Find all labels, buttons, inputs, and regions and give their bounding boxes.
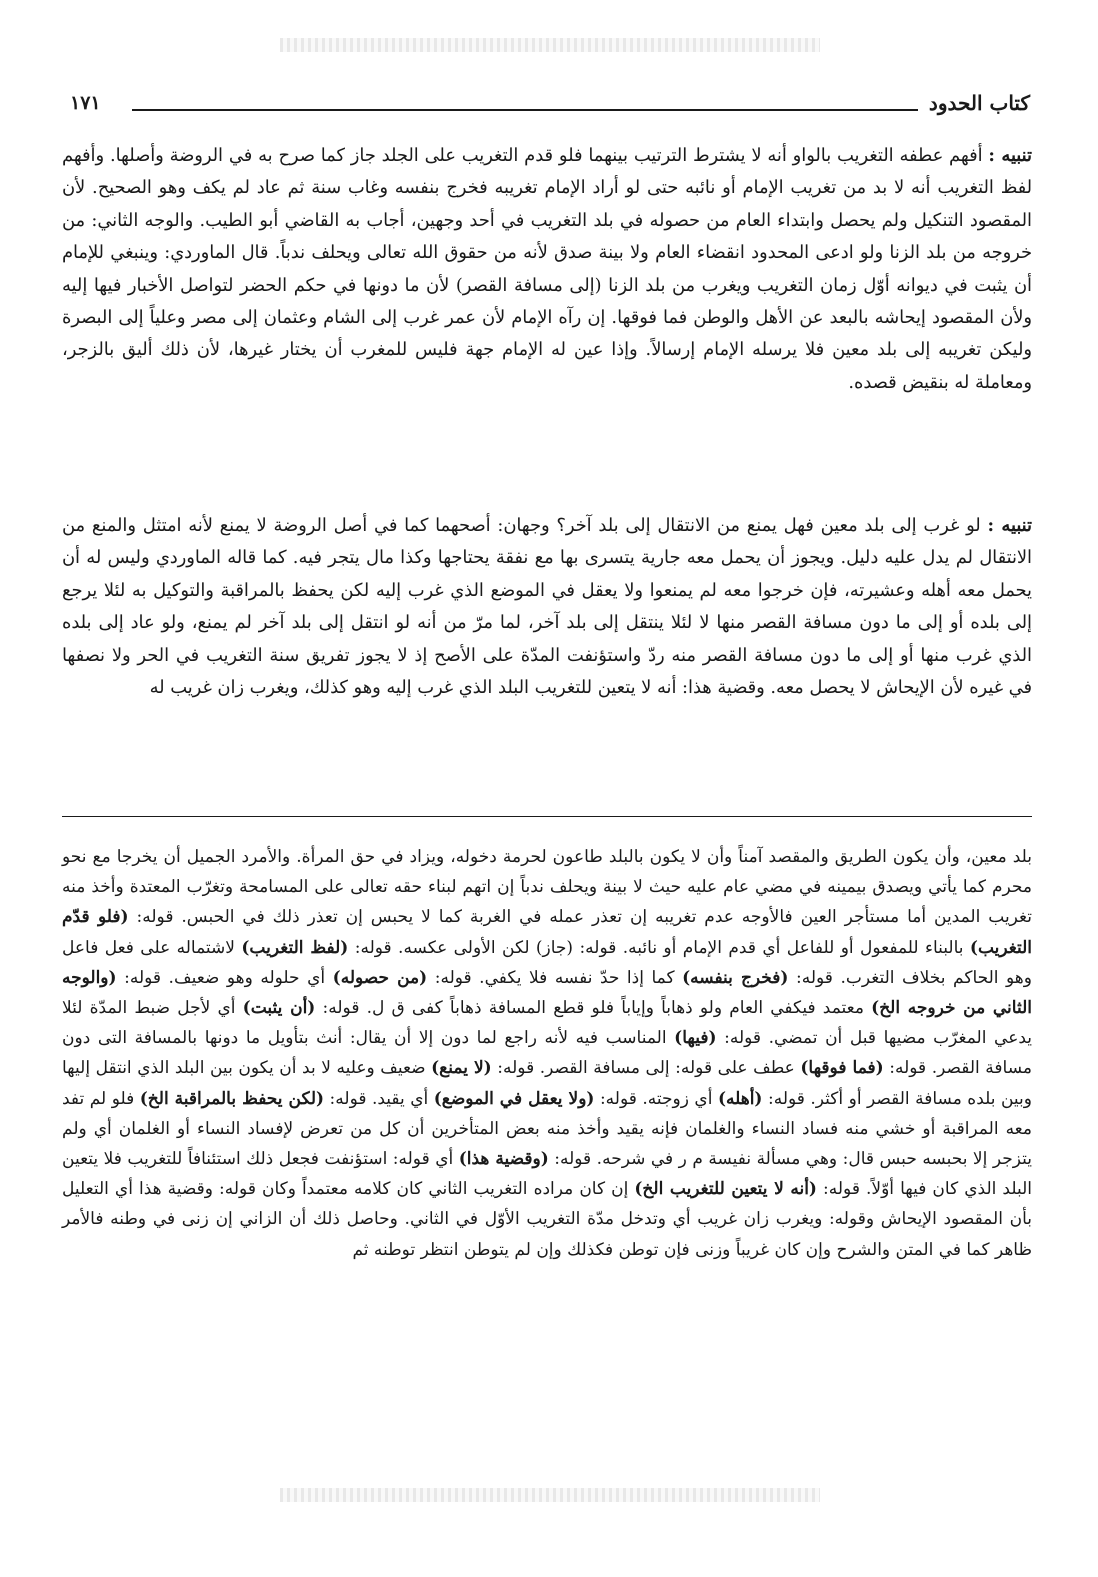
note-text: أي يقيد. قوله: xyxy=(324,1088,434,1109)
note-text: المناسب فيه لأنه راجع لما دون إلا أن يقال: أنث بتأويل ما دونها بالمسافة التى دون مسافة القصر. قوله: xyxy=(62,1028,1032,1079)
note-quote: (لا يمنع) xyxy=(431,1058,492,1079)
note-text: معتمد فيكفي العام ولو ذهاباً وإياباً فلو قطع المسافة ذهاباً كفى ق ل. قوله: xyxy=(315,998,872,1019)
paragraph-label: تنبيه : xyxy=(987,515,1032,536)
scan-artifact-bottom xyxy=(280,1488,820,1502)
note-text: أي حلوله وهو ضعيف. قوله: xyxy=(116,967,333,988)
main-paragraph-2 xyxy=(62,510,1032,704)
note-quote: (فيها) xyxy=(674,1028,717,1049)
note-quote: (أن يثبت) xyxy=(242,998,316,1019)
paragraph-text: أفهم عطفه التغريب بالواو أنه لا يشترط الترتيب بينهما فلو قدم التغريب على الجلد جاز كما صرح به في الروضة وأصلها. وأفهم لفظ التغريب أنه لا بد من تغريب الإمام أو نائبه حتى لو أراد الإمام تغريبه فخرج بنفسه وغاب سنة ثم عاد لم يكف وهو الصحيح. لأن المقصود التنكيل ولم يحصل وابتداء العام من حصوله في بلد التغريب في أحد وجهين، أجاب به القاضي أبو الطيب. والوجه الثاني: من خروجه من بلد الزنا ولو ادعى المحدود انقضاء العام ولا بينة صدق لأنه من حقوق الله تعالى ويحلف ندباً. قال الماوردي: وينبغي للإمام أن يثبت في ديوانه أوّل زمان التغريب ويغرب من بلد الزنا (إلى مسافة القصر) لأن ما دونها في حكم الحضر لتواصل الأخبار فيها إليه ولأن المقصود إيحاشه بالبعد عن الأهل والوطن فما فوقها. إن رآه الإمام لأن عمر غرب إلى الشام وعثمان إلى مصر وعلياً إلى البصرة وليكن تغريبه إلى بلد معين فلا يرسله الإمام إرسالاً. وإذا عين له الإمام جهة فليس للمغرب أن يختار غيرها، لأن ذلك أليق بالزجر، ومعاملة له بنقيض قصده. xyxy=(62,145,1032,393)
note-quote: (أنه لا يتعين للتغريب الخ) xyxy=(634,1179,817,1200)
footnotes-commentary xyxy=(62,842,1032,1265)
main-paragraph-1 xyxy=(62,140,1032,399)
note-text: كما إذا حدّ نفسه فلا يكفي. قوله: xyxy=(427,967,683,988)
note-text: عطف على قوله: إلى مسافة القصر. قوله: xyxy=(491,1058,801,1079)
note-text: أي قوله: استؤنفت فجعل ذلك استئنافاً للتغريب فلا يتعين البلد الذي كان فيها أوّلاً. قوله: xyxy=(62,1149,1032,1200)
paragraph-text: لو غرب إلى بلد معين فهل يمنع من الانتقال إلى بلد آخر؟ وجهان: أصحهما كما في أصل الروضة لا يمنع لأنه امتثل والمنع من الانتقال لم يدل عليه دليل. ويجوز أن يحمل معه جارية يتسرى بها مع نفقة يحتاجها وكذا مال يتجر فيه. كما قاله الماوردي وليس له أن يحمل معه أهله وعشيرته، فإن خرجوا معه لم يمنعوا ولا يعقل في الموضع الذي غرب إليه لكن يحفظ بالمراقبة والتوكيل به لئلا يرجع إلى بلده أو إلى ما دون مسافة القصر منها لا لئلا ينتقل إلى بلد آخر، لما مرّ من أنه لو انتقل إلى بلد آخر لم يمنع، ولو عاد إلى بلده الذي غرب منها أو إلى ما دون مسافة القصر منه ردّ واستؤنفت المدّة على الأصح إذ لا يجوز تفريق سنة التغريب في الحر ولا نصفها في غيره لأن الإيحاش لا يحصل معه. وقضية هذا: أنه لا يتعين للتغريب البلد الذي غرب إليه وهو كذلك، ويغرب زان غريب له xyxy=(62,515,1032,699)
paragraph-label: تنبيه : xyxy=(988,145,1032,166)
note-quote: (لفظ التغريب) xyxy=(241,937,349,958)
note-quote: (من حصوله) xyxy=(332,967,428,988)
note-text: بلد معين، وأن يكون الطريق والمقصد آمناً وأن لا يكون بالبلد طاعون لحرمة دخوله، ويزاد في حق المرأة. والأمرد الجميل أن يخرجا مع نحو محرم كما يأتي ويصدق بيمينه في مضي عام عليه حيث لا بينة ويحلف ندباً إن اتهم لبناء حقه تعالى على المسامحة وتغرّب المعتدة وأخذ منه تغريب المدين أما مستأجر العين فالأوجه عدم تغريبه إن تعذر عمله في الغربة كما لا يحبس إن تعذر ذلك في الحبس. قوله: xyxy=(62,847,1032,928)
note-quote: (أهله) xyxy=(717,1088,763,1109)
book-title: كتاب الحدود xyxy=(928,91,1030,115)
note-quote: (ولا يعقل في الموضع) xyxy=(433,1088,595,1109)
note-text: فلو لم تفد معه المراقبة أو خشي منه فساد النساء والغلمان فإنه يقيد وأخذ منه بعض المتأخرين أن كل من تعرض لإفساد النساء أو الغلمان أي ولم يتزجر إلا بحبسه حبس قال: وهي مسألة نفيسة م ر في شرحه. قوله: xyxy=(62,1088,1032,1170)
note-quote: (وقضية هذا) xyxy=(458,1149,549,1170)
page-number: ١٧١ xyxy=(70,92,101,114)
note-text: ضعيف وعليه لا بد أن يكون بين البلد الذي انتقل إليها وبين بلده مسافة القصر أو أكثر. قوله: xyxy=(62,1058,1033,1109)
note-text: لاشتماله على فعل فاعل وهو الحاكم بخلاف التغرب. قوله: xyxy=(62,937,1032,988)
note-text: إن كان مراده التغريب الثاني كان كلامه معتمداً وكان قوله: وقضية هذا أي التعليل بأن المقصود الإيحاش وقوله: ويغرب زان غريب أي وتدخل مدّة التغريب الأوّل في الثاني. وحاصل ذلك أن الزاني إن زنى في وطنه فالأمر ظاهر كما في المتن والشرح وإن كان غريباً وزنى فإن توطن فكذلك وإن لم يتوطن انتظر توطنه ثم xyxy=(62,1179,1032,1260)
note-quote: (فلو قدّم التغريب) xyxy=(62,907,1033,958)
note-quote: (فما فوقها) xyxy=(800,1058,884,1079)
footnote-divider xyxy=(62,816,1032,817)
scan-artifact-top xyxy=(280,38,820,52)
note-quote: (فخرج بنفسه) xyxy=(682,967,789,988)
note-quote: (والوجه الثاني من خروجه الخ) xyxy=(62,967,1033,1019)
note-text: بالبناء للمفعول أو للفاعل أي قدم الإمام أو نائبه. قوله: (جاز) لكن الأولى عكسه. قوله: xyxy=(348,937,970,958)
running-header xyxy=(70,88,1030,122)
note-text: أي لأجل ضبط المدّة لئلا يدعي المغرّب مضيها قبل أن تمضي. قوله: xyxy=(62,998,1033,1049)
note-quote: (لكن يحفظ بالمراقبة الخ) xyxy=(139,1088,325,1109)
header-rule xyxy=(132,109,918,111)
note-text: أي زوجته. قوله: xyxy=(594,1088,718,1109)
